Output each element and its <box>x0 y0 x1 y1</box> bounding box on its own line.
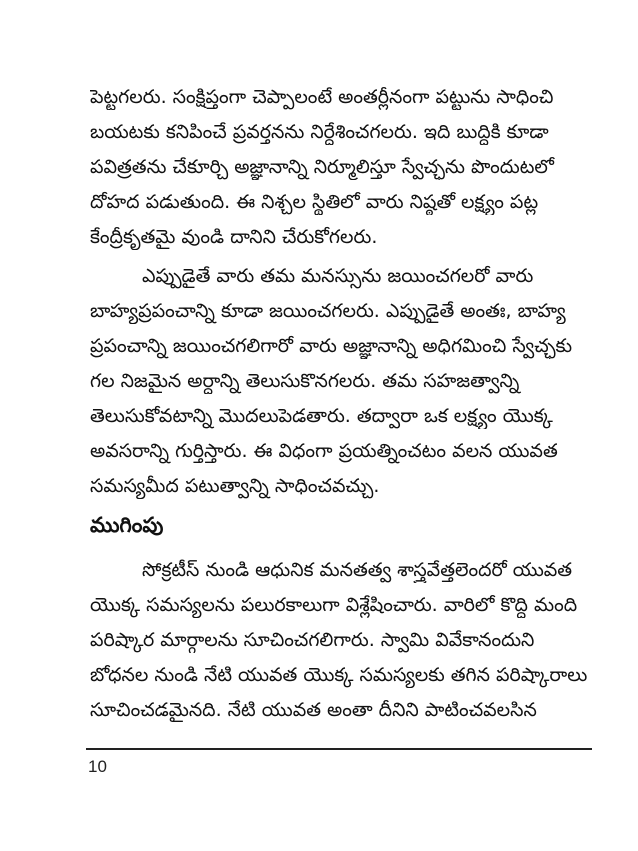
paragraph-line: సమస్యమీద పటుత్వాన్ని సాధించవచ్చు. <box>90 475 380 497</box>
paragraph-line: కేంద్రీకృతమై వుండి దానిని చేరుకోగలరు. <box>90 226 378 248</box>
paragraph-line: తెలుసుకోవటాన్ని మొదలుపెడతారు. తద్వారా ఒక లక్ష్యం యొక్క <box>90 405 553 427</box>
paragraph-line: ప్రపంచాన్ని జయించగలిగారో వారు అజ్ఞానాన్ని అధిగమించి స్వేచ్ఛకు <box>90 335 573 357</box>
paragraph-line: గల నిజమైన అర్ధాన్ని తెలుసుకొనగలరు. తమ సహజత్వాన్ని <box>90 370 520 392</box>
paragraph-line: దోహద పడుతుంది. ఈ నిశ్చల స్థితిలో వారు నిష్ఠతో లక్ష్యం పట్ల <box>90 191 539 213</box>
footer-divider <box>86 748 592 750</box>
paragraph-line: సూచించడమైనది. నేటి యువత అంతా దీనిని పాటించవలసిన <box>90 699 537 721</box>
paragraph-line: పెట్టగలరు. సంక్షిప్తంగా చెప్పాలంటే అంతర్లీనంగా పట్టును సాధించి <box>90 86 554 108</box>
paragraph-line: బాహ్యప్రపంచాన్ని కూడా జయించగలరు. ఎప్పుడైతే అంతః, బాహ్య <box>90 300 566 322</box>
paragraph-line: ఎప్పుడైతే వారు తమ మనస్సును జయించగలరో వారు <box>142 265 534 287</box>
paragraph-line: పవిత్రతను చేకూర్చి అజ్ఞానాన్ని నిర్మూలిస్తూ స్వేచ్ఛను పొందుటలో <box>90 156 554 178</box>
paragraph-line: అవసరాన్ని గుర్తిస్తారు. ఈ విధంగా ప్రయత్నించటం వలన యువత <box>90 440 558 462</box>
section-heading: ముగింపు <box>90 513 164 537</box>
paragraph-line: యొక్క సమస్యలను పలురకాలుగా విశ్లేషించారు. వారిలో కొద్ది మంది <box>90 594 578 616</box>
paragraph-line: బయటకు కనిపించే ప్రవర్తనను నిర్దేశించగలరు. ఇది బుద్ధికి కూడా <box>90 121 549 143</box>
paragraph-line: పరిష్కార మార్గాలను సూచించగలిగారు. స్వామి వివేకానందుని <box>90 629 535 651</box>
page-number: 10 <box>88 757 107 776</box>
paragraph-line: బోధనల నుండి నేటి యువత యొక్క సమస్యలకు తగిన పరిష్కారాలు <box>90 664 588 686</box>
paragraph-line: సోక్రటీస్ నుండి ఆధునిక మనతత్వ శాస్త్రవేత్తలెందరో యువత <box>142 559 573 581</box>
